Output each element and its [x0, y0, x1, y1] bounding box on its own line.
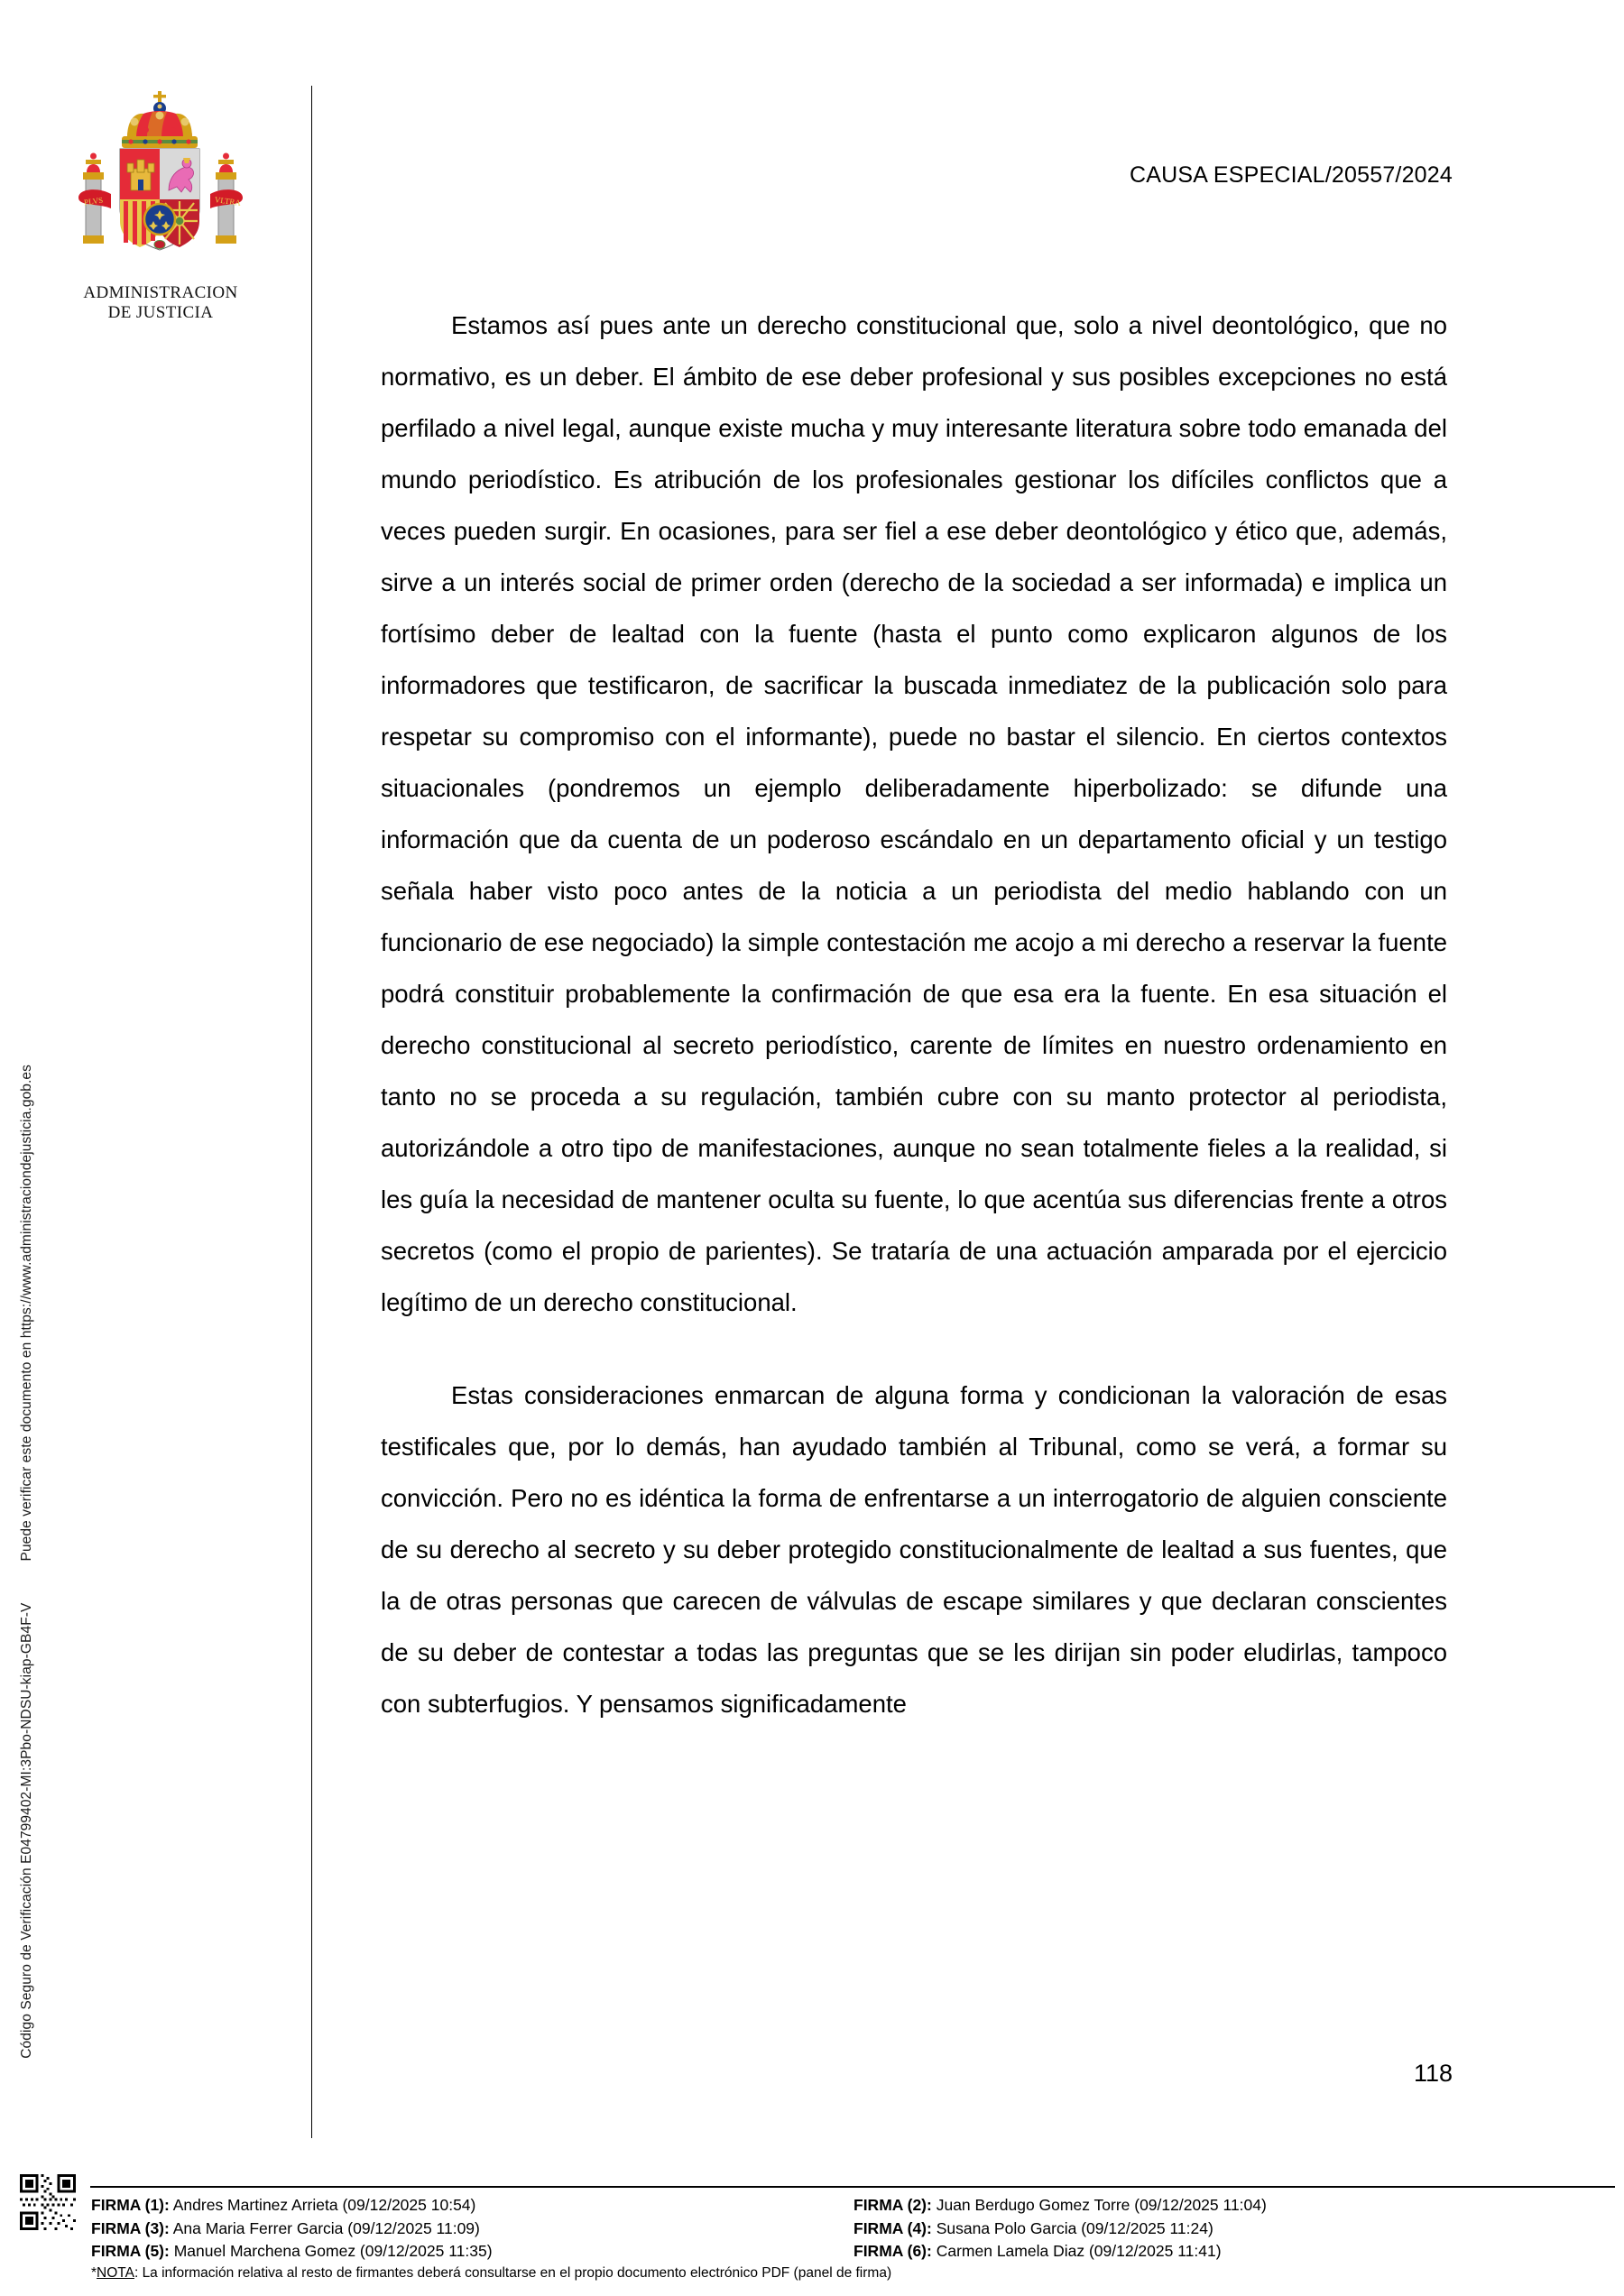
emblem-caption — [52, 283, 269, 323]
signature-column-left — [91, 2194, 854, 2264]
signature-value: Ana Maria Ferrer Garcia (09/12/2025 11:09) — [172, 2218, 480, 2237]
signature-row — [854, 2218, 1616, 2241]
signature-value: Andres Martinez Arrieta (09/12/2025 10:54) — [172, 2196, 476, 2214]
emblem-caption-line1: ADMINISTRACION — [83, 283, 238, 302]
signature-label: FIRMA (6): — [854, 2242, 932, 2260]
signature-label: FIRMA (4): — [854, 2218, 932, 2237]
svg-text:VLTRA: VLTRA — [214, 195, 242, 208]
signature-label: FIRMA (5): — [91, 2242, 170, 2260]
signature-row — [91, 2218, 854, 2241]
signature-value: Manuel Marchena Gomez (09/12/2025 11:35) — [173, 2242, 493, 2260]
signature-row — [854, 2240, 1616, 2264]
note-text: : La información relativa al resto de firmantes deberá consultarse en el propio documento electrónico PDF (panel de firma) — [134, 2265, 892, 2281]
svg-text:PLVS: PLVS — [83, 195, 104, 207]
signature-label: FIRMA (3): — [91, 2218, 170, 2237]
spain-coat-of-arms-icon — [75, 86, 246, 280]
margin-divider — [311, 86, 312, 2138]
signature-row — [854, 2194, 1616, 2218]
body-paragraph: Estas consideraciones enmarcan de alguna forma y condicionan la valoración de esas testificales que, por lo demás, han ayudado también al Tribunal, como se verá, a formar su convicción. Pero no es idéntica la forma de enfrentarse a un interrogatorio de alguien consciente de su derecho al secreto y su deber protegido constitucionalmente de lealtad a sus fuentes, que la de otras personas que carecen de válvulas de escape similares y que declaran conscientes de su deber de contestar a todas las preguntas que se les dirijan sin poder eludirlas, tampoco con subterfugios. Y pensamos significadamente — [381, 1381, 1447, 1718]
footer-divider — [90, 2186, 1615, 2188]
signature-value: Carmen Lamela Diaz (09/12/2025 11:41) — [936, 2242, 1222, 2260]
coat-of-arms-block — [52, 86, 269, 323]
csv-code: Código Seguro de Verificación E04799402-MI:3Pbo-NDSU-kiap-GB4F-V — [19, 1602, 34, 2059]
note-asterisk: * — [91, 2265, 97, 2281]
signature-columns — [91, 2194, 1616, 2264]
signature-label: FIRMA (2): — [854, 2196, 932, 2214]
signature-value: Juan Berdugo Gomez Torre (09/12/2025 11:04) — [936, 2196, 1267, 2214]
signature-column-right — [854, 2194, 1616, 2264]
verification-code-text — [19, 1065, 35, 2059]
body-paragraph: Estamos así pues ante un derecho constitucional que, solo a nivel deontológico, que no normativo, es un deber. El ámbito de ese deber profesional y sus posibles excepciones no está perfilado a nivel legal, aunque existe mucha y muy interesante literatura sobre todo emanada del mundo periodístico. Es atribución de los profesionales gestionar los difíciles conflictos que a veces pueden surgir. En ocasiones, para ser fiel a ese deber deontológico y ético que, además, sirve a un interés social de primer orden (derecho de la sociedad a ser informada) e implica un fortísimo deber de lealtad con la fuente (hasta el punto como explicaron algunos de los informadores que testificaron, de sacrificar la buscada inmediatez de la publicación solo para respetar su compromiso con el informante), puede no bastar el silencio. En ciertos contextos situacionales (pondremos un ejemplo deliberadamente hiperbolizado: se difunde una información que da cuenta de un poderoso escándalo en un departamento oficial y un testigo señala haber visto poco antes de la noticia a un periodista del medio hablando con un funcionario de ese negociado) la simple contestación me acojo a mi derecho a reservar la fuente podrá constituir probablemente la confirmación de que esa era la fuente. En esa situación el derecho constitucional al secreto periodístico, carente de límites en nuestro ordenamiento en tanto no se proceda a su regulación, también cubre con su manto protector al periodista, autorizándole a otro tipo de manifestaciones, aunque no sean totalmente fieles a la realidad, si les guía la necesidad de mantener oculta su fuente, lo que acentúa sus diferencias frente a otros secretos (como el propio de parientes). Se trataría de una actuación amparada por el ejercicio legítimo de un derecho constitucional. — [381, 311, 1447, 1316]
verify-url: Puede verificar este documento en https://www.administraciondejusticia.gob.es — [19, 1065, 34, 1562]
note-keyword: NOTA — [97, 2265, 134, 2281]
emblem-caption-line2: DE JUSTICIA — [107, 302, 214, 322]
verification-code-strip — [9, 1065, 45, 2059]
qr-code-icon — [20, 2174, 76, 2230]
signature-label: FIRMA (1): — [91, 2196, 170, 2214]
case-reference-header: CAUSA ESPECIAL/20557/2024 — [1129, 162, 1453, 188]
document-body — [381, 300, 1447, 1729]
signature-value: Susana Polo Garcia (09/12/2025 11:24) — [936, 2218, 1213, 2237]
footer-note — [91, 2265, 891, 2282]
signature-row — [91, 2240, 854, 2264]
signature-row — [91, 2194, 854, 2218]
page-number: 118 — [1413, 2060, 1453, 2087]
signature-footer — [0, 2172, 1624, 2296]
